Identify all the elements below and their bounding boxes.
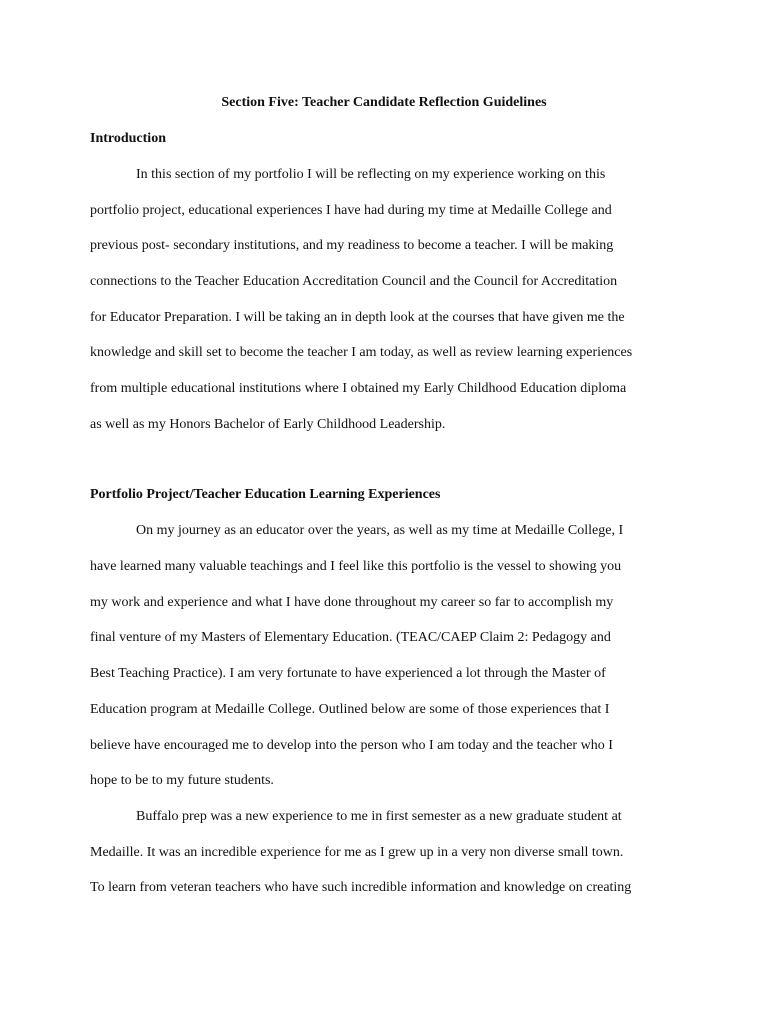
paragraph-line: On my journey as an educator over the years, as well as my time at Medaille College, I [136, 523, 624, 538]
paragraph-line: as well as my Honors Bachelor of Early Childhood Leadership. [90, 417, 446, 432]
paragraph-line: my work and experience and what I have done throughout my career so far to accomplish my [90, 595, 614, 610]
paragraph-line: hope to be to my future students. [90, 773, 274, 788]
paragraph-line: knowledge and skill set to become the teacher I am today, as well as review learning experiences [90, 345, 633, 360]
paragraph-line: connections to the Teacher Education Accreditation Council and the Council for Accreditation [90, 274, 618, 289]
document-title: Section Five: Teacher Candidate Reflection Guidelines [221, 95, 547, 110]
paragraph-line: To learn from veteran teachers who have such incredible information and knowledge on creating [90, 880, 632, 895]
paragraph-line: believe have encouraged me to develop into the person who I am today and the teacher who I [90, 738, 613, 753]
paragraph-line: for Educator Preparation. I will be taking an in depth look at the courses that have given me the [90, 310, 625, 325]
paragraph-line: have learned many valuable teachings and I feel like this portfolio is the vessel to showing you [90, 559, 622, 574]
paragraph-line: In this section of my portfolio I will be reflecting on my experience working on this [136, 167, 606, 182]
paragraph-line: Education program at Medaille College. Outlined below are some of those experiences that I [90, 702, 610, 717]
paragraph-line: previous post- secondary institutions, and my readiness to become a teacher. I will be making [90, 238, 614, 253]
paragraph-line: portfolio project, educational experiences I have had during my time at Medaille College and [90, 203, 612, 218]
paragraph-line: from multiple educational institutions where I obtained my Early Childhood Education diploma [90, 381, 627, 396]
paragraph-line: final venture of my Masters of Elementary Education. (TEAC/CAEP Claim 2: Pedagogy and [90, 630, 611, 645]
paragraph-line: Medaille. It was an incredible experience for me as I grew up in a very non diverse small town. [90, 845, 624, 860]
paragraph-line: Best Teaching Practice). I am very fortunate to have experienced a lot through the Master of [90, 666, 606, 681]
section-heading-portfolio-project: Portfolio Project/Teacher Education Learning Experiences [90, 487, 441, 502]
paragraph-line: Buffalo prep was a new experience to me in first semester as a new graduate student at [136, 809, 622, 824]
section-heading-introduction: Introduction [90, 131, 166, 146]
